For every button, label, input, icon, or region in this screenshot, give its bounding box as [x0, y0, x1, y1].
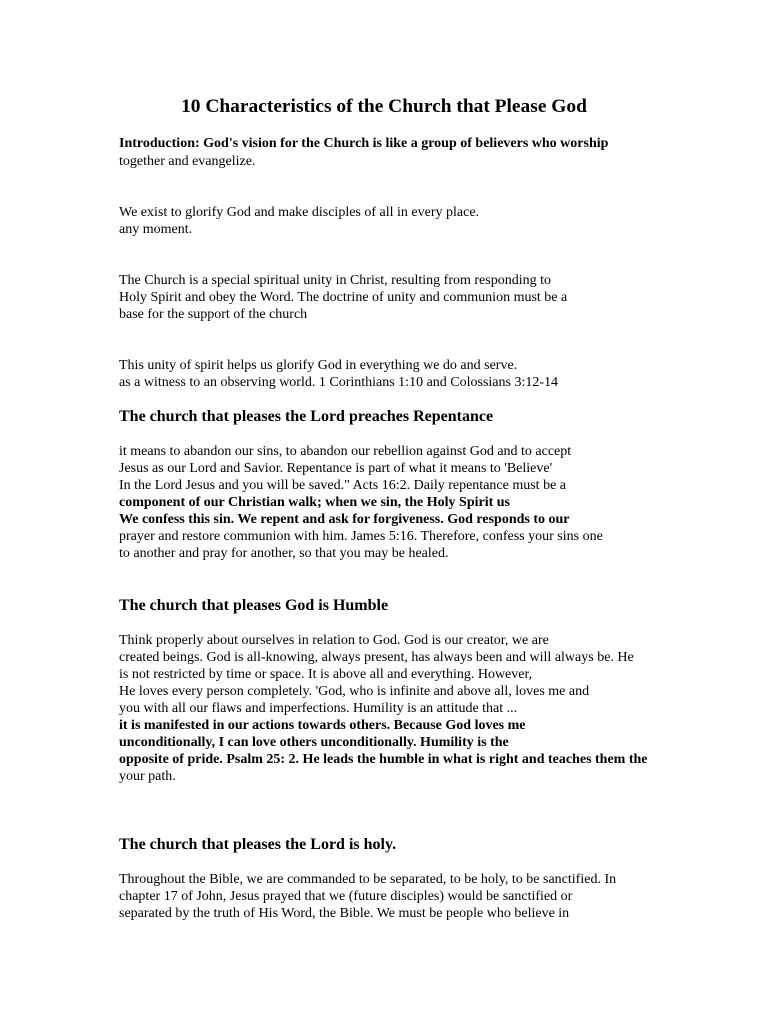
- paragraph-line: you with all our flaws and imperfections. Humility is an attitude that ...: [119, 701, 518, 716]
- paragraph-line: chapter 17 of John, Jesus prayed that we (future disciples) would be sanctified or: [119, 889, 573, 904]
- paragraph-line: We confess this sin. We repent and ask for forgiveness. God responds to our: [119, 512, 570, 527]
- section-heading-humble: The church that pleases God is Humble: [119, 597, 389, 614]
- paragraph-line: Throughout the Bible, we are commanded to be separated, to be holy, to be sanctified. In: [119, 872, 617, 887]
- paragraph-line: We exist to glorify God and make disciples of all in every place.: [119, 205, 480, 220]
- paragraph-line: He loves every person completely. 'God, who is infinite and above all, loves me and: [119, 684, 590, 699]
- page-title: 10 Characteristics of the Church that Please God: [181, 96, 587, 117]
- paragraph-line: opposite of pride. Psalm 25: 2. He leads the humble in what is right and teaches them the: [119, 752, 648, 767]
- paragraph-line: Jesus as our Lord and Savior. Repentance is part of what it means to 'Believe': [119, 461, 553, 476]
- paragraph-line: to another and pray for another, so that you may be healed.: [119, 546, 449, 561]
- paragraph-line: unconditionally, I can love others unconditionally. Humility is the: [119, 735, 509, 750]
- paragraph-line: Think properly about ourselves in relation to God. God is our creator, we are: [119, 633, 549, 648]
- paragraph-line: any moment.: [119, 222, 193, 237]
- paragraph-line: is not restricted by time or space. It is above all and everything. However,: [119, 667, 533, 682]
- paragraph-line: your path.: [119, 769, 176, 784]
- paragraph-line: it is manifested in our actions towards others. Because God loves me: [119, 718, 526, 733]
- section-heading-holy: The church that pleases the Lord is holy.: [119, 836, 397, 853]
- paragraph-line: Holy Spirit and obey the Word. The doctrine of unity and communion must be a: [119, 290, 568, 305]
- intro-line: together and evangelize.: [119, 154, 256, 169]
- paragraph-line: base for the support of the church: [119, 307, 308, 322]
- paragraph-line: as a witness to an observing world. 1 Corinthians 1:10 and Colossians 3:12-14: [119, 375, 559, 390]
- intro-line: Introduction: God's vision for the Church is like a group of believers who worship: [119, 136, 609, 151]
- paragraph-line: created beings. God is all-knowing, always present, has always been and will always be. He: [119, 650, 634, 665]
- paragraph-line: component of our Christian walk; when we sin, the Holy Spirit us: [119, 495, 511, 510]
- paragraph-line: This unity of spirit helps us glorify God in everything we do and serve.: [119, 358, 518, 373]
- paragraph-line: it means to abandon our sins, to abandon our rebellion against God and to accept: [119, 444, 572, 459]
- paragraph-line: separated by the truth of His Word, the Bible. We must be people who believe in: [119, 906, 570, 921]
- paragraph-line: The Church is a special spiritual unity in Christ, resulting from responding to: [119, 273, 551, 288]
- paragraph-line: In the Lord Jesus and you will be saved." Acts 16:2. Daily repentance must be a: [119, 478, 566, 493]
- paragraph-line: prayer and restore communion with him. James 5:16. Therefore, confess your sins one: [119, 529, 603, 544]
- section-heading-repentance: The church that pleases the Lord preaches Repentance: [119, 408, 494, 425]
